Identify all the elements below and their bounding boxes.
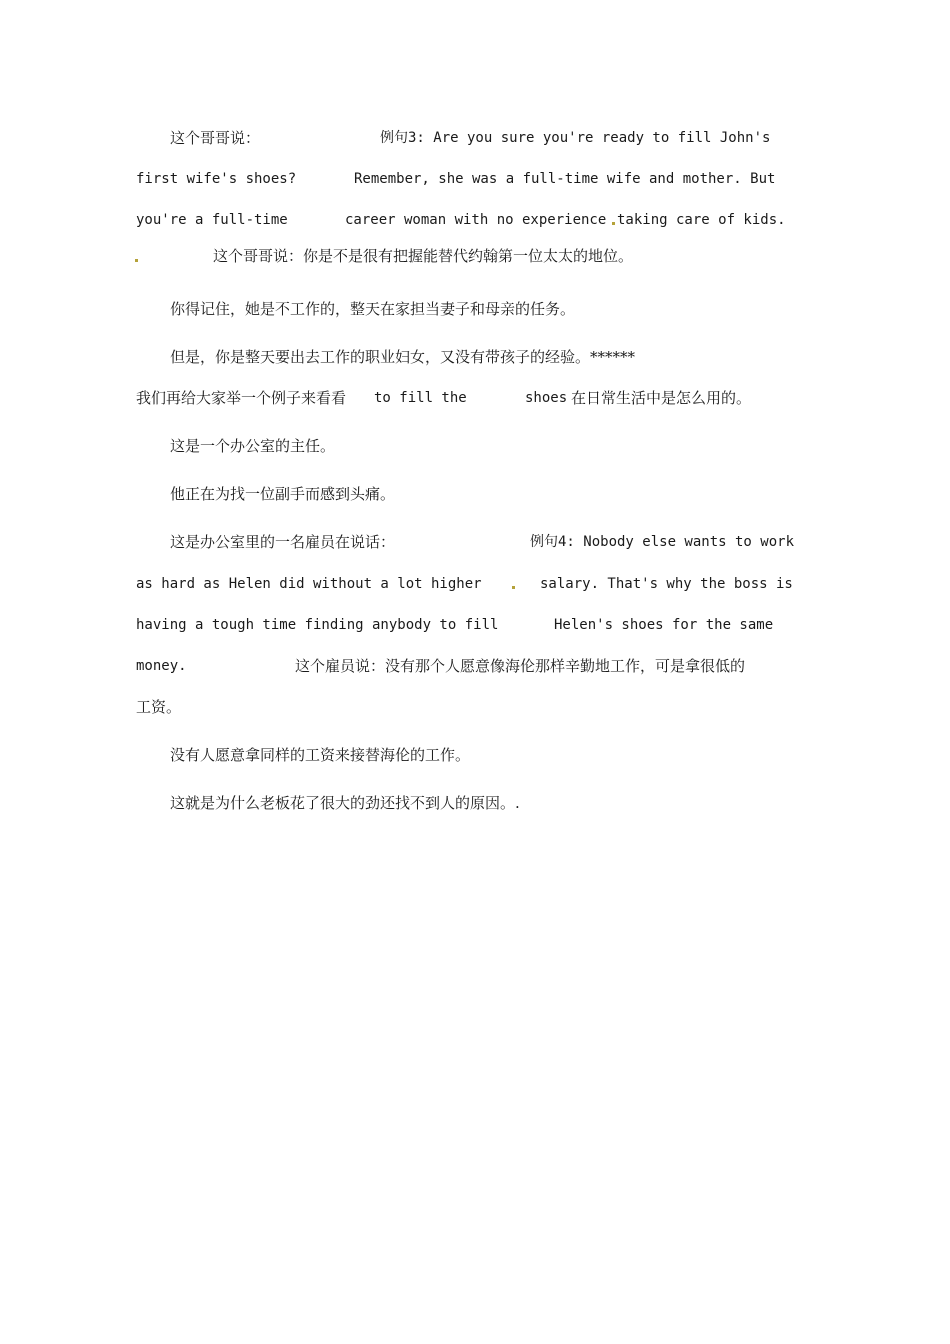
text-line: 这个哥哥说：你是不是很有把握能替代约翰第一位太太的地位。 — [213, 247, 634, 265]
text-line: taking care of kids. — [617, 212, 786, 228]
text-line: 我们再给大家举一个例子来看看 — [136, 389, 347, 407]
text-line: money. — [136, 658, 187, 674]
text-line: salary. That's why the boss is — [540, 576, 793, 592]
text-line: as hard as Helen did without a lot higher — [136, 576, 482, 592]
text-line: career woman with no experience — [345, 212, 607, 228]
text-line: Remember, she was a full-time wife and mother. But — [354, 171, 776, 187]
marker-dot — [612, 222, 615, 225]
text-line: first wife's shoes? — [136, 171, 297, 187]
text-line: 这是办公室里的一名雇员在说话： — [170, 533, 396, 551]
text-line: Helen's shoes for the same — [554, 617, 774, 633]
text-line: 这个雇员说：没有那个人愿意像海伦那样辛勤地工作，可是拿很低的 — [295, 657, 746, 675]
text-line: 他正在为找一位副手而感到头痛。 — [170, 485, 396, 503]
text-line: 例句3: Are you sure you're ready to fill John's — [380, 130, 771, 146]
text-line: shoes — [525, 390, 568, 406]
text-line: 没有人愿意拿同样的工资来接替海伦的工作。 — [170, 746, 471, 764]
text-line: 但是，你是整天要出去工作的职业妇女，又没有带孩子的经验。****** — [170, 348, 636, 366]
marker-dot — [135, 259, 138, 262]
text-line: 在日常生活中是怎么用的。 — [571, 389, 752, 407]
marker-dot — [512, 586, 515, 589]
text-line: 这个哥哥说： — [170, 129, 261, 147]
text-line: 例句4: Nobody else wants to work — [530, 534, 795, 550]
text-line: 你得记住，她是不工作的，整天在家担当妻子和母亲的任务。 — [170, 300, 576, 318]
text-line: 工资。 — [136, 698, 182, 716]
text-line: 这就是为什么老板花了很大的劲还找不到人的原因。. — [170, 794, 520, 812]
text-line: you're a full-time — [136, 212, 288, 228]
text-line: having a tough time finding anybody to fill — [136, 617, 499, 633]
text-line: 这是一个办公室的主任。 — [170, 437, 336, 455]
text-line: to fill the — [374, 390, 467, 406]
